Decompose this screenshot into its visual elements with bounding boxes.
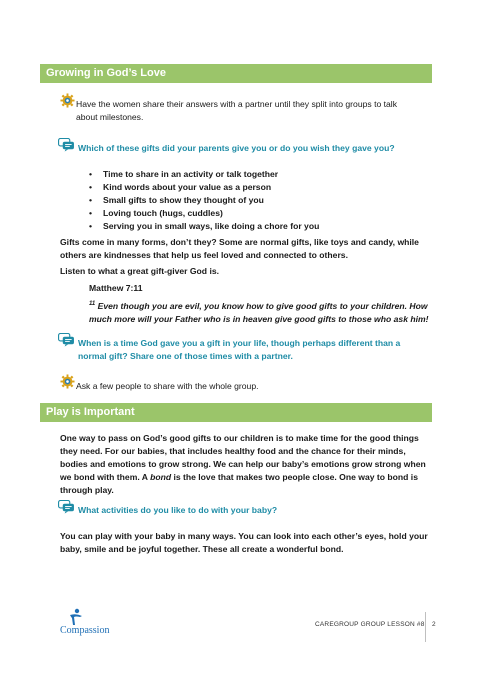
paragraph-gifts-forms: Gifts come in many forms, don’t they? Some are normal gifts, like toys and candy, while others are kindnesses that help us feel loved and connected to others.: [60, 237, 419, 260]
bond-text-b: is the love that makes two people close. One way to bond is through play.: [60, 472, 418, 495]
list-item: • Small gifts to show they thought of you: [89, 194, 319, 207]
scripture-reference: Matthew 7:11: [89, 283, 143, 293]
gear-icon: [60, 93, 75, 108]
logo-text: Compassion: [60, 625, 110, 636]
question-parent-gifts: Which of these gifts did your parents give you or do you wish they gave you?: [78, 143, 395, 153]
question-god-gift: When is a time God gave you a gift in your life, though perhaps different than a normal gift? Share one of those times with a partner.: [78, 338, 401, 361]
bond-text-a: One way to pass on God’s good gifts to our children is to make time for the good things they need. For our babies, that includes healthy food and the chance for their minds, bodies and emotions to grow strong. We can help our baby’s emotions grow strong when we bond with them. A: [60, 433, 426, 482]
compassion-logo: [60, 608, 130, 640]
gear-icon: [60, 374, 75, 389]
list-item: • Kind words about your value as a person: [89, 181, 319, 194]
section-heading-play: Play is Important: [40, 403, 432, 422]
verse-number: 11: [89, 301, 96, 307]
list-item: • Serving you in small ways, like doing a chore for you: [89, 220, 319, 233]
section-heading-growing: Growing in God’s Love: [40, 64, 432, 83]
paragraph-listen: Listen to what a great gift-giver God is.: [60, 266, 220, 276]
scripture-verse: [89, 298, 429, 326]
paragraph-play-ways: You can play with your baby in many ways. You can look into each other’s eyes, hold your baby, smile and be joyful together. These all create a wonderful bond.: [60, 531, 428, 554]
bond-term: bond: [150, 472, 172, 482]
speech-bubble-icon: [58, 500, 75, 514]
instruction-share-group: Ask a few people to share with the whole group.: [76, 381, 259, 391]
paragraph-bond: [60, 432, 432, 497]
instruction-share-answers: Have the women share their answers with a partner until they split into groups to talk about milestones.: [76, 99, 397, 122]
speech-bubble-icon: [58, 138, 75, 152]
compassion-logo-icon: [68, 608, 84, 626]
footer-lesson: CAREGROUP GROUP LESSON #8: [315, 621, 425, 628]
gift-list: [89, 168, 319, 233]
verse-text: Even though you are evil, you know how to give good gifts to your children. How much more will your Father who is in heaven give good gifts to those who ask him!: [89, 300, 429, 324]
speech-bubble-icon: [58, 333, 75, 347]
list-item: • Time to share in an activity or talk together: [89, 168, 319, 181]
footer-divider: [425, 612, 426, 642]
list-item: • Loving touch (hugs, cuddles): [89, 207, 319, 220]
page-number: 2: [432, 621, 436, 628]
question-activities: What activities do you like to do with your baby?: [78, 505, 278, 515]
